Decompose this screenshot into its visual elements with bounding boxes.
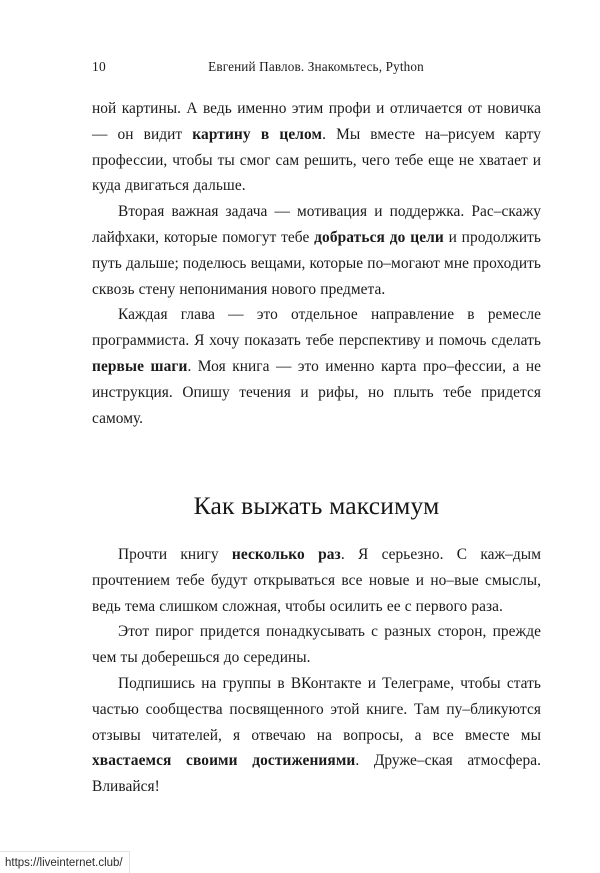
paragraph	[92, 199, 541, 302]
paragraph-text: Этот пирог придется понадкусывать с разных сторон, прежде чем ты доберешься до середины.	[92, 623, 541, 667]
emphasis-text: первые шаги	[92, 357, 188, 375]
text-column-lower	[92, 542, 541, 800]
paragraph	[92, 671, 541, 800]
paragraph-text: . Друже–ская атмосфера. Вливайся!	[92, 752, 541, 796]
paragraph-text: . Я серьезно. С каж–дым прочтением тебе будут открываться все новые и но–вые смыслы, ведь тема слишком сложная, чтобы осилить ее с первого раза.	[92, 546, 541, 615]
paragraph-text: Вторая важная задача — мотивация и поддержка. Рас–скажу лайфхаки, которые помогут тебе	[92, 203, 541, 246]
paragraph-text: . Мы вместе на–рисуем карту профессии, чтобы ты смог сам решить, чего тебе еще не хватает и куда двигаться дальше.	[92, 125, 541, 195]
emphasis-text: несколько раз	[231, 546, 341, 563]
paragraph-text: Каждая глава — это отдельное направление в ремесле программиста. Я хочу показать тебе перспективу и помочь сделать	[92, 306, 541, 350]
running-head	[92, 57, 540, 77]
emphasis-text: картину в целом	[192, 125, 323, 143]
emphasis-text: хвастаемся своими достижениями	[92, 752, 356, 770]
paragraph-text: Прочти книгу	[118, 546, 232, 563]
paragraph-text: ной картины. А ведь именно этим профи и отличается от новичка — он видит	[92, 100, 541, 143]
paragraph	[92, 619, 541, 671]
paragraph	[92, 302, 541, 431]
emphasis-text: добраться до цели	[314, 228, 444, 246]
running-head-title: Евгений Павлов. Знакомьтесь, Python	[208, 59, 424, 74]
page-number: 10	[92, 59, 106, 74]
paragraph-text: . Моя книга — это именно карта про–фессии, а не инструкция. Опишу течения и рифы, но плыть тебе придется самому.	[92, 357, 541, 427]
status-bar-url: https://liveinternet.club/	[5, 856, 123, 869]
paragraph-text: и продолжить путь дальше; поделюсь вещами, которые по–могают мне проходить сквозь стену непонимания нового предмета.	[92, 228, 541, 298]
browser-status-bar	[0, 851, 130, 873]
text-column-upper	[92, 96, 541, 431]
paragraph-text: Подпишись на группы в ВКонтакте и Телеграме, чтобы стать частью сообщества посвященного этой книге. Там пу–бликуются отзывы читателей, я отвечаю на вопросы, а все вместе мы	[92, 674, 541, 744]
section-heading: Как выжать максимум	[193, 491, 440, 520]
paragraph	[92, 96, 541, 199]
paragraph	[92, 542, 541, 619]
